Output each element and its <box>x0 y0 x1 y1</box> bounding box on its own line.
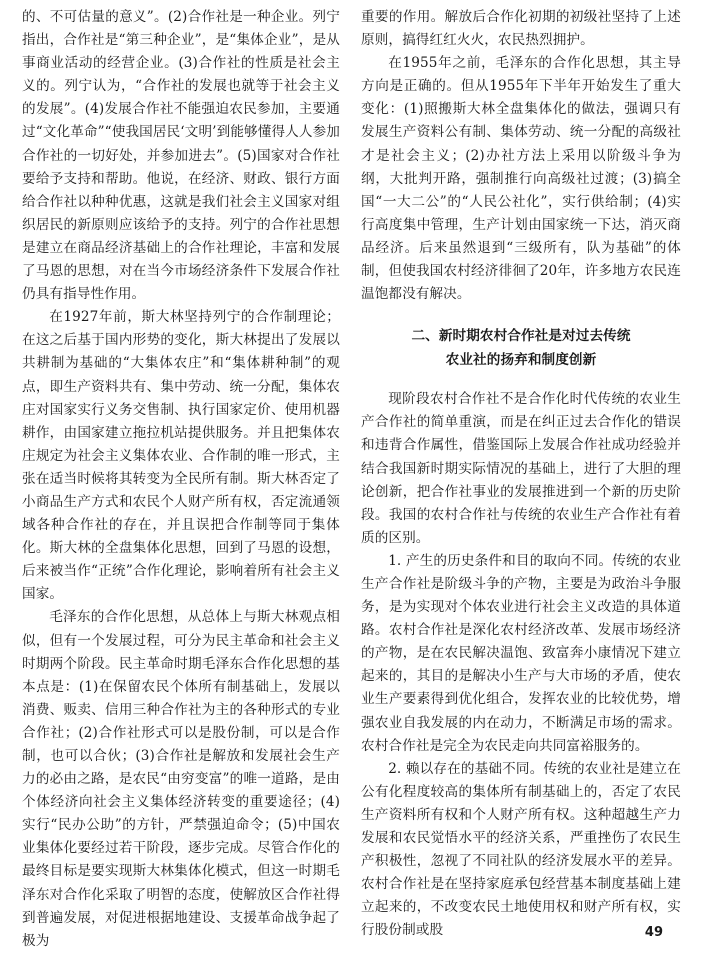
left-column <box>22 6 340 953</box>
right-paragraph-4: 1. 产生的历史条件和目的取向不同。传统的农业生产合作社是阶级斗争的产物，主要是为政治斗争服务，是为实现对个体农业进行社会主义改造的具体道路。农村合作社是深化农村经济改革、发展市场经济的产物，是在农民解决温饱、致富奔小康情况下建立起来的，其目的是解决小生产与大市场的矛盾，使农业生产要素得到优化组合，发挥农业的比较优势，增强农业自我发展的内在动力，不断满足市场的需求。农村合作社是完全为农民走向共同富裕服务的。 <box>361 552 681 754</box>
section-heading-line-1: 二、新时期农村合作社是对过去传统 <box>411 328 631 345</box>
right-column <box>361 6 681 942</box>
page-number: 49 <box>644 925 663 940</box>
right-paragraph-1: 重要的作用。解放后合作化初期的初级社坚持了上述原则，搞得红红火火，农民热烈拥护。 <box>361 9 681 49</box>
right-paragraph-2: 在1955年之前，毛泽东的合作化思想，其主导方向是正确的。但从1955年下半年开始发生了重大变化：(1)照搬斯大林全盘集体化的做法，强调只有发展生产资料公有制、集体劳动、统一分配的高级社才是社会主义；(2)办社方法上采用以阶级斗争为纲，大批判开路，强制推行向高级社过渡；(3)搞全国“一大二公”的“人民公社化”，实行供给制；(4)实行高度集中管理，生产计划由国家统一下达，消灭商品经济。后来虽然退到“三级所有，队为基础”的体制，但使我国农村经济徘徊了20年，许多地方农民连温饱都没有解决。 <box>361 55 681 303</box>
section-heading <box>361 324 681 372</box>
left-paragraph-3: 毛泽东的合作化思想，从总体上与斯大林观点相似，但有一个发展过程，可分为民主革命和社会主义时期两个阶段。民主革命时期毛泽东合作化思想的基本点是：(1)在保留农民个体所有制基础上，发展以消费、贩卖、信用三种合作社为主的各种形式的专业合作社；(2)合作社形式可以是股份制，可以是合作制，也可以合伙；(3)合作社是解放和发展社会生产力的必由之路，是农民“由穷变富”的唯一道路，是由个体经济向社会主义集体经济转变的重要途径；(4)实行“民办公助”的方针，严禁强迫命令；(5)中国农业集体化要经过若干阶段，逐步完成。尽管合作化的最终目标是要实现斯大林集体化模式，但这一时期毛泽东对合作化采取了明智的态度，使解放区合作社得到普遍发展，对促进根据地建设、支援革命战争起了极为 <box>22 609 340 949</box>
right-paragraph-5: 2. 赖以存在的基础不同。传统的农业社是建立在公有化程度较高的集体所有制基础上的，否定了农民生产资料所有权和个人财产所有权。这种超越生产力发展和农民觉悟水平的经济关系，严重挫伤了农民生产积极性，忽视了不同社队的经济发展水平的差异。农村合作社是在坚持家庭承包经营基本制度基础上建立起来的，不改变农民土地使用权和财产所有权，实行股份制或股 <box>361 760 681 939</box>
section-heading-line-2: 农业社的扬弃和制度创新 <box>445 352 597 369</box>
left-paragraph-1: 的、不可估量的意义”。(2)合作社是一种企业。列宁指出，合作社是“第三种企业”，是“集体企业”，是从事商业活动的经营企业。(3)合作社的性质是社会主义的。列宁认为，“合作社的发展也就等于社会主义的发展”。(4)发展合作社不能强迫农民参加，主要通过“文化革命”“使我国居民‘文明’到能够懂得人人参加合作社的一切好处，并参加进去”。(5)国家对合作社要给予支持和帮助。他说，在经济、财政、银行方面给合作社以种种优惠，这就是我们社会主义国家对组织居民的新原则应该给予的支持。列宁的合作社思想是建立在商品经济基础上的合作社理论，丰富和发展了马恩的思想，对在当今市场经济条件下发展合作社仍具有指导性作用。 <box>22 9 340 303</box>
left-paragraph-2: 在1927年前，斯大林坚持列宁的合作制理论；在这之后基于国内形势的变化，斯大林提出了发展以共耕制为基础的“大集体农庄”和“集体耕种制”的观点，即生产资料共有、集中劳动、统一分配，集体农庄对国家实行义务交售制、执行国家定价、使用机器耕作，由国家建立拖拉机站提供服务。并且把集体农庄规定为社会主义集体农业、合作制的唯一形式，主张在适当时候将其转变为全民所有制。斯大林否定了小商品生产方式和农民个人财产所有权，否定流通领域各种合作社的存在，并且误把合作制等同于集体化。斯大林的全盘集体化思想，回到了马恩的设想，后来被当作“正统”合作化理论，影响着所有社会主义国家。 <box>22 309 340 603</box>
right-paragraph-3: 现阶段农村合作社不是合作化时代传统的农业生产合作社的简单重演，而是在纠正过去合作化的错误和违背合作属性，借鉴国际上发展合作社成功经验并结合我国新时期实际情况的基础上，进行了大胆的理论创新，把合作社事业的发展推进到一个新的历史阶段。我国的农村合作社与传统的农业生产合作社有着质的区别。 <box>361 391 681 546</box>
